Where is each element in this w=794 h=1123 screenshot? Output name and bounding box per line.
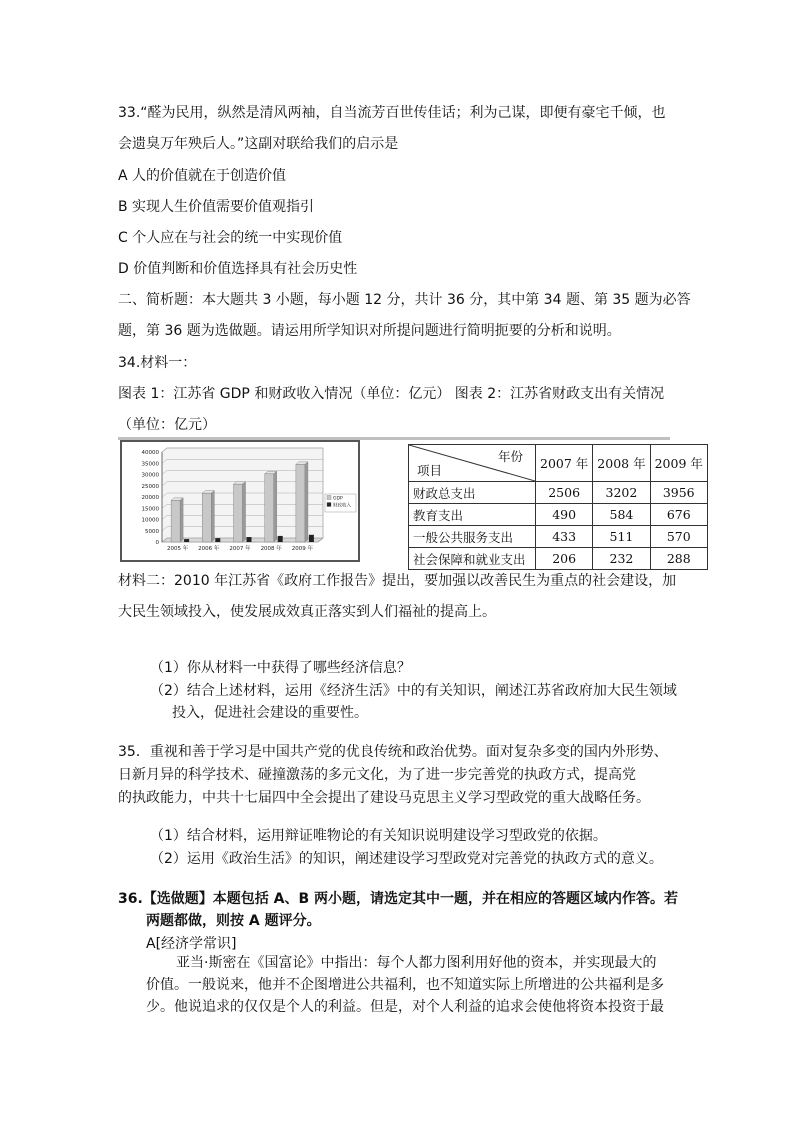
cell-value: 3202: [593, 482, 650, 504]
bar-gdp-side: [211, 491, 214, 542]
x-tick-label: 2008 年: [260, 546, 282, 552]
q36-subtitle: A[经济学常识]: [146, 936, 237, 952]
q34-material1-label: 34.材料一：: [118, 355, 197, 371]
q34-material2-line2: 大民生领域投入，使发展成效真正落实到人们福祉的提高上。: [118, 604, 496, 620]
cell-value: 676: [650, 504, 707, 526]
bar-revenue: [184, 539, 189, 542]
q33-option-d: D 价值判断和价值选择具有社会历史性: [118, 261, 358, 277]
bar-revenue: [278, 536, 283, 542]
bar-revenue: [247, 537, 252, 542]
chart-caption-line1: 图表 1：江苏省 GDP 和财政收入情况（单位：亿元） 图表 2：江苏省财政支出有关情况: [118, 386, 665, 402]
q33-stem-line1: 33.“醛为民用，纵然是清风两袖，自当流芳百世传佳话；利为己谋，即便有豪宅千倾，也: [118, 105, 666, 121]
y-tick-label: 10000: [141, 517, 159, 524]
bar-gdp: [202, 493, 211, 542]
gdp-revenue-chart: [120, 440, 360, 562]
x-tick-label: 2006 年: [198, 546, 220, 552]
bar-gdp-side: [305, 462, 308, 542]
cell-value: 2506: [536, 482, 593, 504]
row-label: 社会保障和就业支出: [409, 548, 536, 570]
q34-sub-question-1: （1）你从材料一中获得了哪些经济信息？: [150, 660, 411, 676]
year-header: 2008 年: [593, 445, 650, 482]
q36-stem-line1: 36.【选做题】本题包括 A、B 两小题，请选定其中一题，并在相应的答题区域内作答。若: [118, 891, 679, 907]
legend-swatch: [327, 503, 331, 507]
fiscal-expenditure-table: [408, 444, 708, 570]
cell-value: 433: [536, 526, 593, 548]
x-tick-label: 2007 年: [229, 546, 251, 552]
q33-stem-line2: 会遗臭万年殃后人。”这副对联给我们的启示是: [118, 136, 399, 152]
legend-swatch: [327, 496, 331, 500]
cell-value: 570: [650, 526, 707, 548]
cell-value: 288: [650, 548, 707, 570]
bar-revenue: [309, 535, 314, 542]
q35-stem-line3: 的执政能力，中共十七届四中全会提出了建设马克思主义学习型政党的重大战略任务。: [118, 790, 650, 806]
x-tick-label: 2009 年: [291, 546, 314, 552]
year-header: 2009 年: [650, 445, 707, 482]
q36-paragraph-line1: 亚当·斯密在《国富论》中指出：每个人都力图利用好他的资本，并实现最大的: [176, 955, 657, 971]
q36-paragraph-line3: 少。他说追求的仅仅是个人的利益。但是，对个人利益的追求会使他将资本投资于最: [146, 999, 664, 1015]
chart-caption-line2: （单位：亿元）: [118, 417, 216, 433]
bar-gdp-side: [243, 482, 246, 542]
cell-value: 3956: [650, 482, 707, 504]
gdp-revenue-chart-svg: [122, 442, 358, 560]
table-corner-header: [409, 445, 536, 482]
q35-stem-line1: 35．重视和善于学习是中国共产党的优良传统和政治优势。面对复杂多变的国内外形势、: [118, 744, 668, 760]
y-tick-label: 0: [155, 540, 159, 546]
bar-gdp-side: [180, 498, 183, 542]
legend-label: 财政收入: [333, 503, 351, 509]
cell-value: 232: [593, 548, 650, 570]
y-tick-label: 5000: [145, 528, 159, 535]
bar-gdp: [171, 500, 180, 542]
cell-value: 584: [593, 504, 650, 526]
q36-stem-line2: 两题都做，则按 A 题评分。: [146, 913, 321, 929]
q34-sub-question-2-line1: （2）结合上述材料，运用《经济生活》中的有关知识，阐述江苏省政府加大民生领域: [150, 683, 677, 699]
table-row: [409, 548, 708, 570]
row-label: 教育支出: [409, 504, 536, 526]
y-tick-label: 15000: [141, 506, 159, 513]
table-row: [409, 526, 708, 548]
bar-gdp: [265, 474, 274, 542]
q34-sub-question-2-line2: 投入，促进社会建设的重要性。: [172, 705, 368, 721]
y-tick-label: 30000: [141, 472, 159, 479]
y-tick-label: 35000: [141, 461, 159, 468]
bar-revenue: [215, 538, 220, 542]
x-tick-label: 2005 年: [166, 546, 189, 552]
y-tick-label: 40000: [141, 450, 159, 456]
row-label: 财政总支出: [409, 482, 536, 504]
q36-paragraph-line2: 价值。一般说来，他并不企图增进公共福利，也不知道实际上所增进的公共福利是多: [146, 977, 664, 993]
cell-value: 511: [593, 526, 650, 548]
cell-value: 206: [536, 548, 593, 570]
q33-option-a: A 人的价值就在于创造价值: [118, 168, 287, 184]
q34-material2-line1: 材料二：2010 年江苏省《政府工作报告》提出，要加强以改善民生为重点的社会建设，加: [118, 573, 677, 589]
section2-intro-line1: 二、简析题：本大题共 3 小题，每小题 12 分，共计 36 分，其中第 34 题、第 35 题为必答: [118, 292, 691, 308]
table-row: [409, 504, 708, 526]
q35-sub-question-1: （1）结合材料，运用辩证唯物论的有关知识说明建设学习型政党的依据。: [150, 828, 607, 844]
y-tick-label: 20000: [141, 495, 159, 501]
bar-gdp: [296, 464, 305, 542]
header-year-label: 年份: [497, 449, 523, 464]
q33-option-c: C 个人应在与社会的统一中实现价值: [118, 230, 343, 246]
year-header: 2007 年: [536, 445, 593, 482]
legend-label: GDP: [333, 496, 343, 502]
bar-gdp: [234, 484, 243, 542]
section2-intro-line2: 题，第 36 题为选做题。请运用所学知识对所提问题进行简明扼要的分析和说明。: [118, 323, 621, 339]
q33-option-b: B 实现人生价值需要价值观指引: [118, 199, 315, 215]
y-tick-label: 25000: [141, 483, 159, 490]
row-label: 一般公共服务支出: [409, 526, 536, 548]
cell-value: 490: [536, 504, 593, 526]
q35-stem-line2: 日新月异的科学技术、碰撞激荡的多元文化，为了进一步完善党的执政方式，提高党: [118, 767, 636, 783]
header-item-label: 项目: [417, 463, 443, 478]
q35-sub-question-2: （2）运用《政治生活》的知识，阐述建设学习型政党对完善党的执政方式的意义。: [150, 851, 663, 867]
table-row: [409, 482, 708, 504]
bar-gdp-side: [274, 471, 277, 542]
